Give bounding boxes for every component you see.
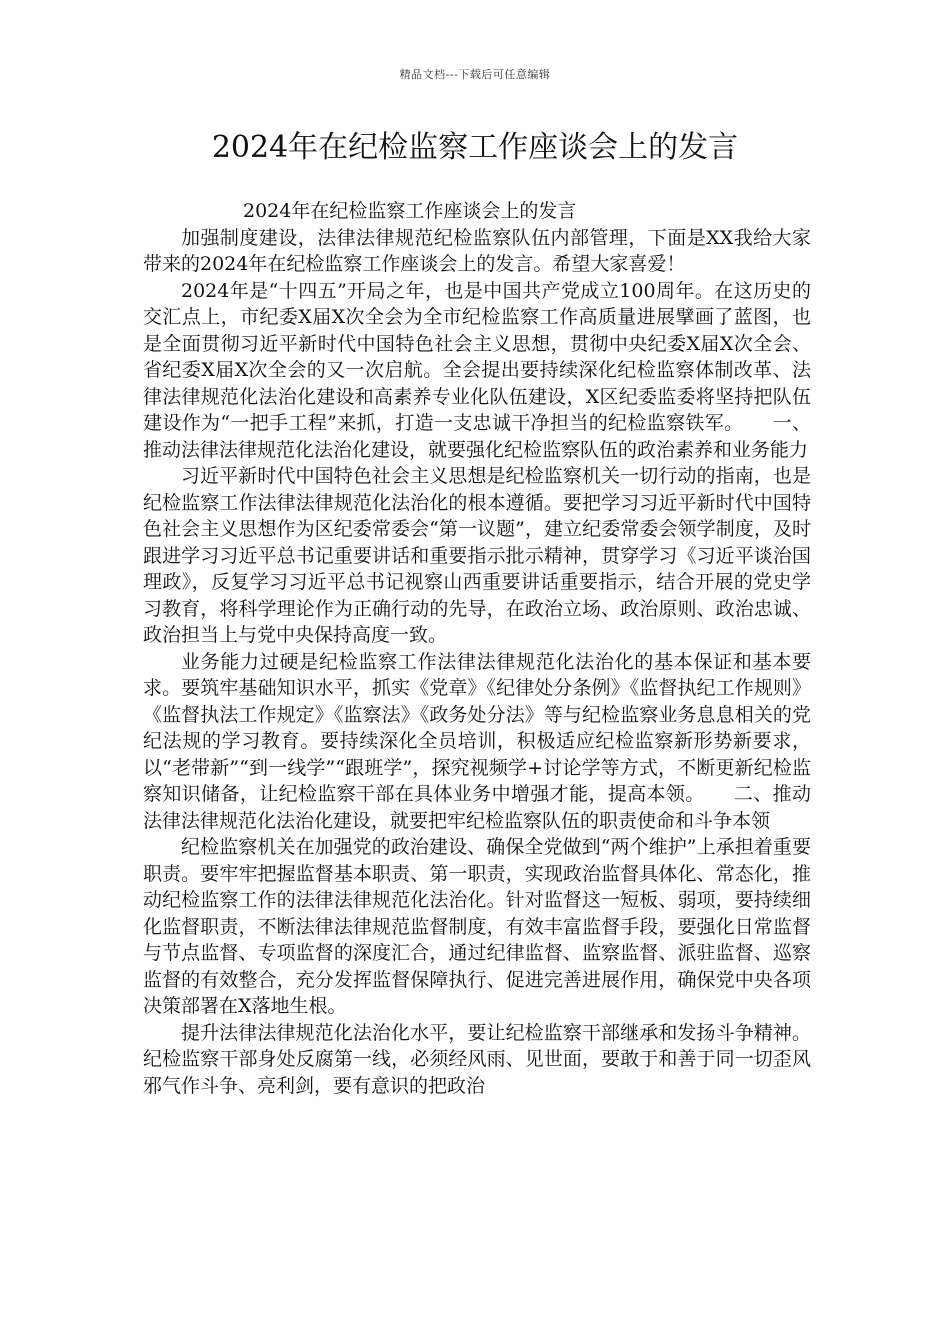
document-title: 2024年在纪检监察工作座谈会上的发言 — [211, 130, 739, 165]
paragraph-political-study: 习近平新时代中国特色社会主义思想是纪检监察机关一切行动的指南，也是纪检监察工作法律法律规范化法治化的根本遵循。要把学习习近平新时代中国特色社会主义思想作为区纪委常委会“第一议题”，建立纪委常委会领学制度，及时跟进学习习近平总书记重要讲话和重要指示批示精神，贯穿学习《习近平谈治国理政》，反复学习习近平总书记视察山西重要讲话重要指示，结合开展的党史学习教育，将科学理论作为正确行动的先导，在政治立场、政治原则、政治忠诚、政治担当上与党中央保持高度一致。 — [143, 465, 811, 646]
paragraph-intro: 加强制度建设，法律法律规范纪检监察队伍内部管理，下面是XX我给大家带来的2024年在纪检监察工作座谈会上的发言。希望大家喜爱！ — [143, 226, 811, 275]
document-subtitle: 2024年在纪检监察工作座谈会上的发言 — [243, 200, 577, 222]
paragraph-fighting-spirit: 提升法律法律规范化法治化水平，要让纪检监察干部继承和发扬斗争精神。纪检监察干部身处反腐第一线，必须经风雨、见世面，要敢于和善于同一切歪风邪气作斗争、亮利剑，要有意识的把政治 — [143, 1021, 811, 1097]
paragraph-background: 2024年是“十四五”开局之年，也是中国共产党成立100周年。在这历史的交汇点上，市纪委X届X次全会为全市纪检监察工作高质量进展擘画了蓝图，也是全面贯彻习近平新时代中国特色社会主义思想，贯彻中央纪委X届X次全会、省纪委X届X次全会的又一次启航。全会提出要持续深化纪检监察体制改革、法律法律规范化法治化建设和高素养专业化队伍建设，X区纪委监委将坚持把队伍建设作为“一把手工程”来抓，打造一支忠诚干净担当的纪检监察铁军。 一、推动法律法律规范化法治化建设，就要强化纪检监察队伍的政治素养和业务能力 — [143, 279, 811, 461]
page-header: 精品文档---下载后可任意编辑 — [399, 68, 551, 81]
document-body — [143, 198, 811, 1099]
paragraph-supervision-duty: 纪检监察机关在加强党的政治建设、确保全党做到“两个维护”上承担着重要职责。要牢牢把握监督基本职责、第一职责，实现政治监督具体化、常态化，推动纪检监察工作的法律法律规范化法治化。针对监督这一短板、弱项，要持续细化监督职责，不断法律法律规范监督制度，有效丰富监督手段，要强化日常监督与节点监督、专项监督的深度汇合，通过纪律监督、监察监督、派驻监督、巡察监督的有效整合，充分发挥监督保障执行、促进完善进展作用，确保党中央各项决策部署在X落地生根。 — [143, 836, 811, 1017]
paragraph-business-capability: 业务能力过硬是纪检监察工作法律法律规范化法治化的基本保证和基本要求。要筑牢基础知识水平，抓实《党章》《纪律处分条例》《监督执纪工作规则》《监督执法工作规定》《监察法》《政务处分法》等与纪检监察业务息息相关的党纪法规的学习教育。要持续深化全员培训，积极适应纪检监察新形势新要求，以“老带新”“到一线学”“跟班学”，探究视频学+讨论学等方式，不断更新纪检监察知识储备，让纪检监察干部在具体业务中增强才能，提高本领。 二、推动法律法律规范化法治化建设，就要把牢纪检监察队伍的职责使命和斗争本领 — [143, 650, 811, 832]
